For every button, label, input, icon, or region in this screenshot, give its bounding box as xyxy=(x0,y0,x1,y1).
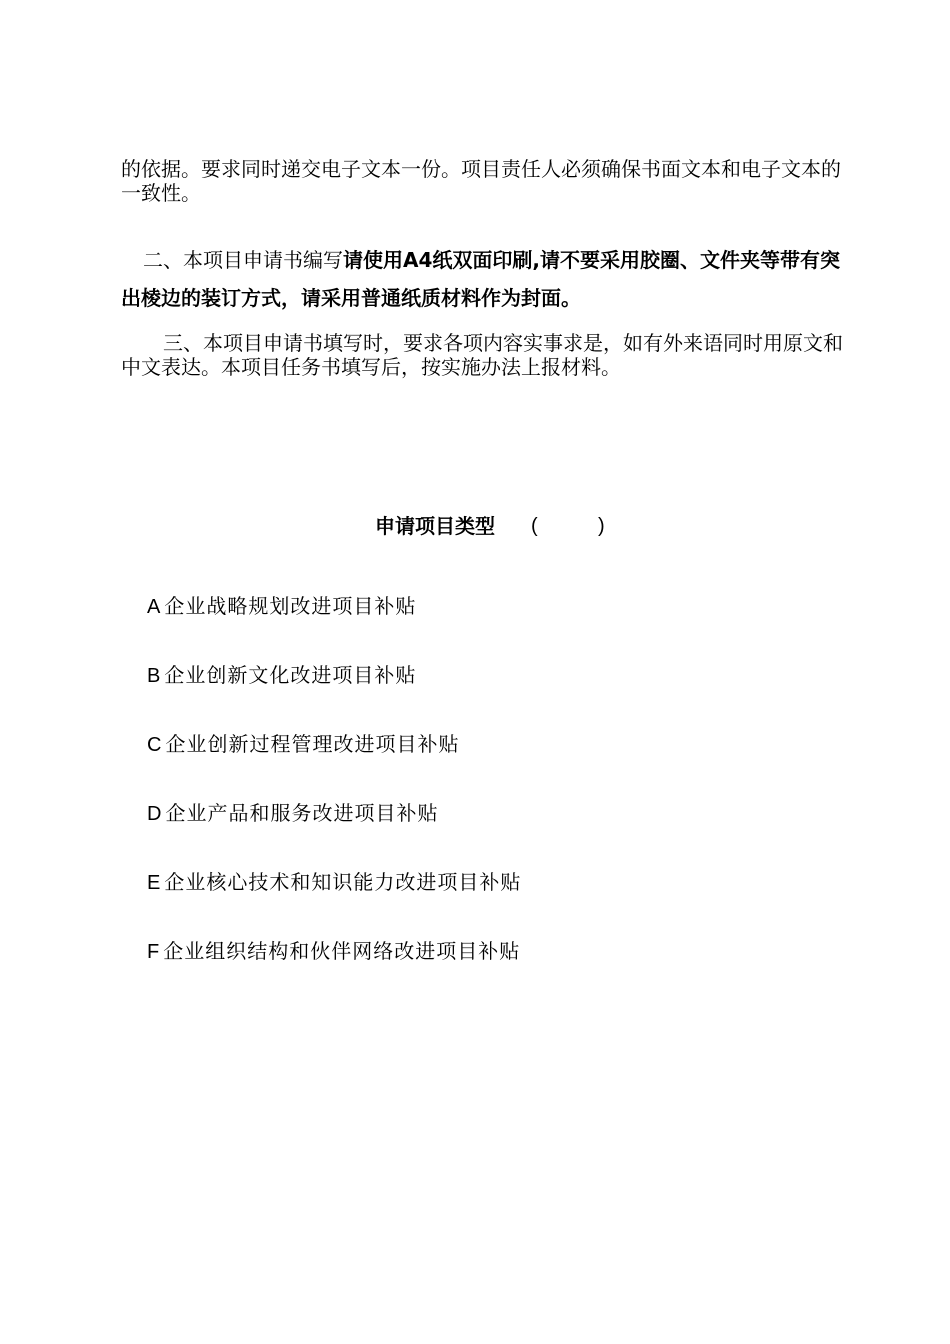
option-text: 企业创新文化改进项目补贴 xyxy=(164,663,417,687)
option-text: 企业核心技术和知识能力改进项目补贴 xyxy=(164,870,522,894)
option-f xyxy=(147,936,521,1005)
option-a xyxy=(147,591,521,660)
project-type-title: 申请项目类型 xyxy=(375,514,495,538)
option-text: 企业战略规划改进项目补贴 xyxy=(164,594,417,618)
option-letter: E xyxy=(147,872,161,894)
paragraph-printing-requirements xyxy=(121,241,851,317)
option-letter: A xyxy=(147,596,161,618)
option-d xyxy=(147,798,521,867)
project-type-paren-close: ) xyxy=(598,515,605,537)
option-c xyxy=(147,729,521,798)
option-letter: D xyxy=(147,803,162,825)
project-type-options xyxy=(147,591,521,1005)
paragraph-electronic-copy: 的依据。要求同时递交电子文本一份。项目责任人必须确保书面文本和电子文本的一致性。 xyxy=(121,157,841,205)
paragraph-printing-intro: 二、本项目申请书编写 xyxy=(143,248,343,272)
project-type-paren-open: ( xyxy=(531,515,538,537)
paragraph-printing-emphasis: 请使用A4纸双面印刷,请不要采用胶圈、文件夹等带有突出棱边的装订方式，请采用普通纸质材料作为封面。 xyxy=(121,248,840,310)
paragraph-filling-requirements: 三、本项目申请书填写时，要求各项内容实事求是，如有外来语同时用原文和中文表达。本项目任务书填写后，按实施办法上报材料。 xyxy=(121,331,843,379)
option-text: 企业组织结构和伙伴网络改进项目补贴 xyxy=(163,939,521,963)
option-letter: F xyxy=(147,941,160,963)
option-e xyxy=(147,867,521,936)
option-letter: C xyxy=(147,734,162,756)
option-b xyxy=(147,660,521,729)
option-text: 企业创新过程管理改进项目补贴 xyxy=(165,732,460,756)
option-letter: B xyxy=(147,665,161,687)
option-text: 企业产品和服务改进项目补贴 xyxy=(165,801,439,825)
